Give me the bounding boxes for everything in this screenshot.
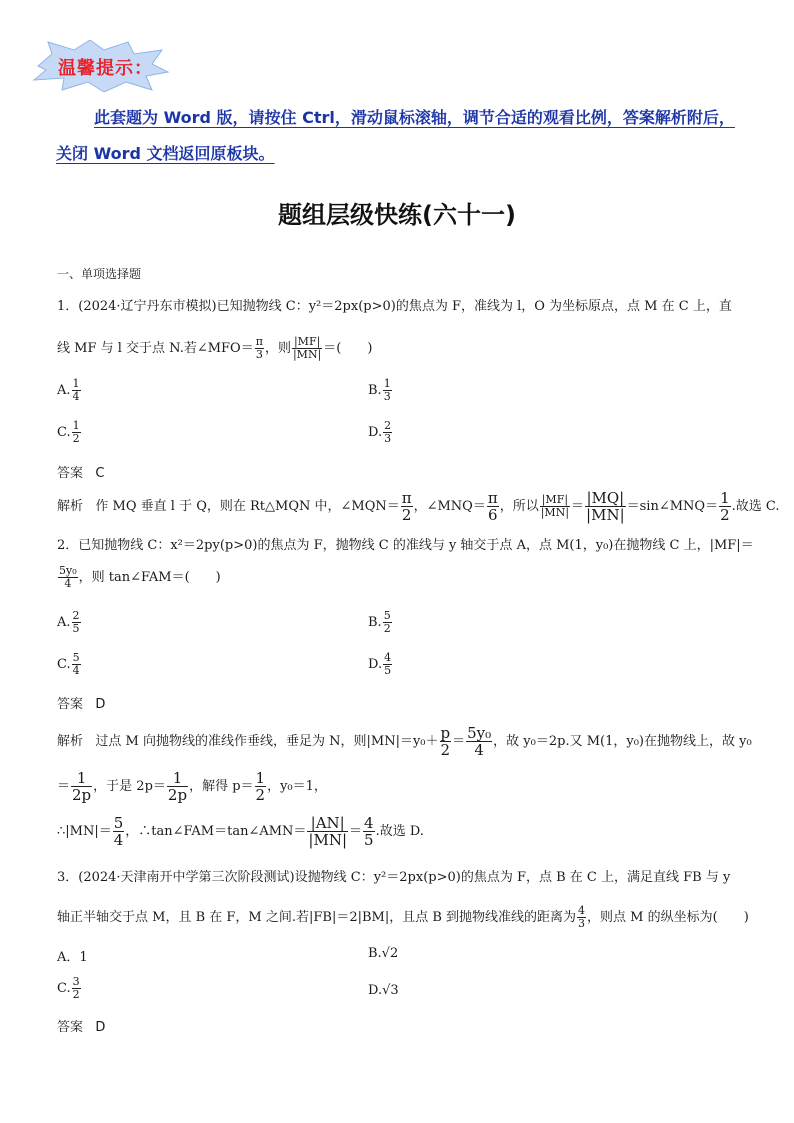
q2-analysis-line2: ＝ $\frac{1}{2p}$ ，于是 2p＝ $\frac{1}{2p}$ ，解得 p＝ $\frac{1}{2}$ ，y₀＝1， [57,769,327,804]
q3-option-a[interactable]: A．1 [57,950,88,965]
q2-option-a[interactable]: A. $\frac{2}{5}$ [57,609,80,635]
q3-stem-line1: 3．(2024·天津南开中学第三次阶段测试)设抛物线 C：y²＝2px(p>0)的焦点为 F，点 B 在 C 上，满足直线 FB 与 y [57,870,731,885]
q2-stem-line2: $\frac{\text{5y₀}}{4}$ ，则 tan∠FAM＝( ) [59,564,221,590]
q2-answer: 答案 D [57,697,106,712]
q3-stem-line2: 轴正半轴交于点 M，且 B 在 F，M 之间.若|FB|＝2|BM|，且点 B 到抛物线准线的距离为 $\frac{4}{3}$ ，则点 M 的纵坐标为( ) [57,904,749,930]
q3-option-c[interactable]: C. $\frac{3}{2}$ [57,975,80,1001]
q1-stem-line2: 线 MF 与 l 交于点 N.若∠MFO＝ $\frac{\pi}{3}$ ，则 $\frac{|MF|}{|MN|}$ ＝( ) [57,335,373,361]
q1-analysis: 解析 作 MQ 垂直 l 于 Q，则在 Rt△MQN 中，∠MQN＝ $\frac{\pi}{2}$ ，∠MNQ＝ $\frac{\pi}{6}$ ，所以 $\frac{|MF|}{|MN|}$ ＝ $\frac{|MQ|}{|MN|}$ ＝sin∠MNQ＝ $\frac{1}{2}$ .故选 C. [57,489,780,524]
q2-analysis-line1: 解析 过点 M 向抛物线的准线作垂线，垂足为 N，则|MN|＝y₀＋ $\frac{p}{2}$ ＝ $\frac{\text{5y₀}}{4}$ ，故 y₀＝2p.又 M(1，y₀)在抛物线上，故 y₀ [57,724,752,759]
section-heading: 一、单项选择题 [57,267,142,281]
q2-stem-line1: 2．已知抛物线 C：x²＝2py(p>0)的焦点为 F，抛物线 C 的准线与 y 轴交于点 A，点 M(1，y₀)在抛物线 C 上，|MF|＝ [57,538,754,553]
page-title: 题组层级快练(六十一) [278,201,516,229]
q1-stem-line1: 1．(2024·辽宁丹东市模拟)已知抛物线 C：y²＝2px(p>0)的焦点为 F，准线为 l，O 为坐标原点，点 M 在 C 上，直 [57,299,732,314]
q3-option-b[interactable]: B.√2 [368,946,399,961]
q2-option-c[interactable]: C. $\frac{5}{4}$ [57,651,80,677]
tip-label: 温馨提示： [58,58,153,79]
q3-answer: 答案 D [57,1020,106,1035]
q2-option-b[interactable]: B. $\frac{5}{2}$ [368,609,391,635]
q2-option-d[interactable]: D. $\frac{4}{5}$ [368,651,392,677]
q1-option-d[interactable]: D. $\frac{2}{3}$ [368,419,392,445]
tip-notice: 此套题为 Word 版，请按住 Ctrl，滑动鼠标滚轴，调节合适的观看比例，答案解析附后，关闭 Word 文档返回原板块。 [56,108,735,163]
q1-option-b[interactable]: B. $\frac{1}{3}$ [368,377,391,403]
q1-option-c[interactable]: C. $\frac{1}{2}$ [57,419,80,445]
q1-answer: 答案 C [57,466,105,481]
q1-option-a[interactable]: A. $\frac{1}{4}$ [57,377,80,403]
q2-analysis-line3: ∴|MN|＝ $\frac{5}{4}$ ，∴tan∠FAM＝tan∠AMN＝ $\frac{|AN|}{|MN|}$ ＝ $\frac{4}{5}$ .故选 D. [57,814,424,849]
q3-option-d[interactable]: D.√3 [368,983,399,998]
